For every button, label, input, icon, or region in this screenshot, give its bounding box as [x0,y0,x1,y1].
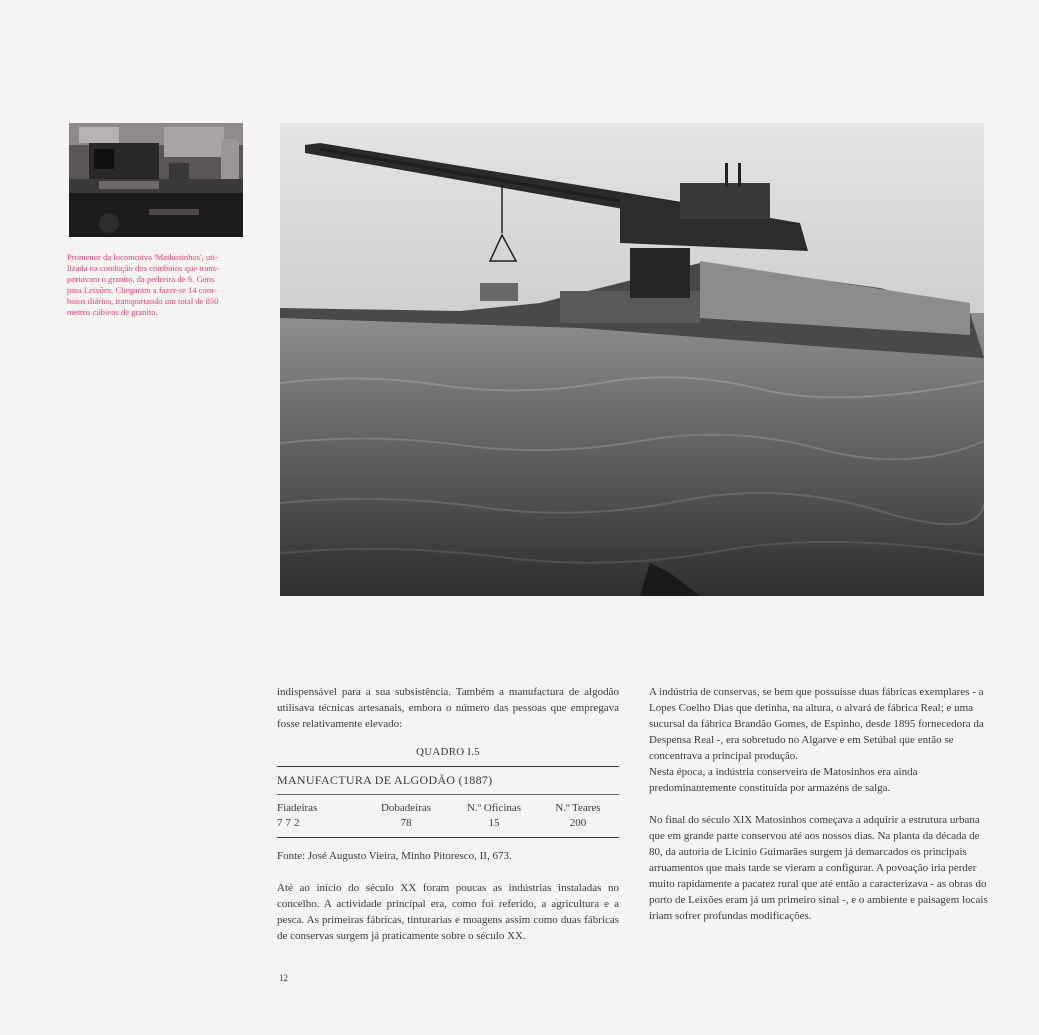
locomotive-photo [69,123,243,237]
right-paragraph-2: Nesta época, a indústria conserveira de Matosinhos era ainda predominantemente constituída por armazéns de salga. [649,766,918,794]
table-row [277,816,619,831]
right-paragraph-1: A indústria de conservas, se bem que possuísse duas fábricas exemplares - a Lopes Coelho Dias que detinha, na altura, o alvará de fábrica Real; e uma sucursal da fábrica Brandão Gomes, de Espinho, desde 1895 fornecedora da Despensa Real -, era sobretudo no Algarve e em Setúbal que então se concentrava a principal produção. [649,686,984,762]
cotton-manufacture-table [277,801,619,831]
quadro-title: QUADRO I.5 [416,746,480,758]
left-paragraph-2: Até ao início do século XX foram poucas as indústrias instaladas no concelho. A actividade principal era, como foi referido, a agricultura e a pesca. As primeiras fábricas, tinturarias e moagens assim como duas fábricas de conservas surgem já praticamente sobre o século XX. [277,882,619,942]
right-paragraph-3: No final do século XIX Matosinhos começava a adquirir a estrutura urbana que em grande parte conservou até aos nossos dias. Na planta da década de 80, da autoria de Licínio Guimarães surgem já demarcados os principais arruamentos que mais tarde se vieram a configurar. A povoação iria perder muito rapidamente a pacatez rural que até então a caracterizava - as obras do porto de Leixões eram já um primeiro sinal -, e o ambiente e paisagem locais iriam sofrer profundas modificações. [649,814,988,922]
photo-caption: Promenor da locomotiva 'Mathosinhos', uti- lizada na condução dos comboios que trans- portavam o granito, da pedreira de S. Gens para Leixões. Chegaram a fazer-se 14 com- boios diários, transportando um total de 850 metros cúbicos de granito. [67,252,219,317]
table-source: Fonte: José Augusto Vieira, Minho Pitoresco, II, 673. [277,850,512,862]
table-header-rule [277,794,619,795]
right-text-column [649,684,994,924]
header-dobadeiras: Dobadeiras [380,802,432,814]
table-header-row [277,801,619,816]
table-title: MANUFACTURA DE ALGODÃO (1887) [277,773,493,787]
header-oficinas: N.º Oficinas [466,802,522,814]
table-bottom-rule [277,837,619,838]
value-oficinas: 15 [488,817,500,829]
value-dobadeiras: 78 [400,817,412,829]
value-teares: 200 [569,817,587,829]
left-paragraph-1: indispensável para a sua subsistência. Também a manufactura de algodão utilisava técnicas artesanais, embora o número das pessoas que empregava fosse relativamente elevado: [277,686,619,730]
header-fiadeiras: Fiadeiras [277,802,318,814]
left-text-column [277,684,619,944]
harbour-crane-photo [280,123,984,596]
value-fiadeiras: 772 [277,817,303,829]
page-number: 12 [279,973,288,983]
header-teares: N.º Teares [555,802,601,814]
